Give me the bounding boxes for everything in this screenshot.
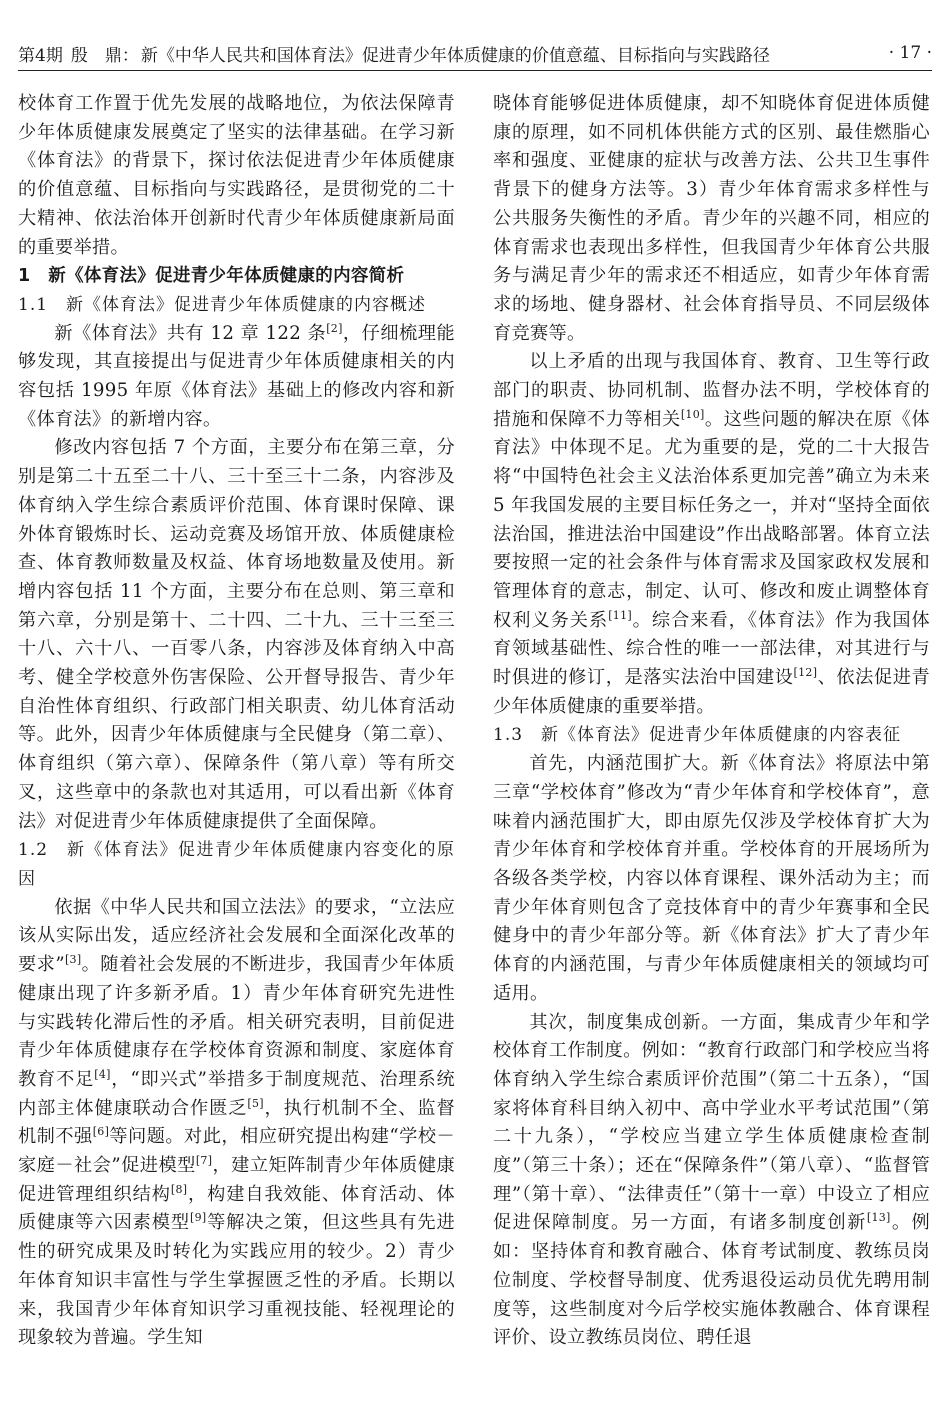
paragraph: 修改内容包括 7 个方面，主要分布在第三章，分别是第二十五至二十八、三十至三十二条，内容涉及体育纳入学生综合素质评价范围、体育课时保障、课外体育锻炼时长、运动竞赛及场馆开放、体质健康检查、体育教师数量及权益、体育场地数量及使用。新增内容包括 11 个方面，主要分布在总则、第三章和第六章，分别是第十、二十四、二十九、三十三至三十八、六十八、一百零八条，内容涉及体育纳入中高考、健全学校意外伤害保险、公开督导报告、青少年自治性体育组织、行政部门相关职责、幼儿体育活动等。此外，因青少年体质健康与全民健身（第二章）、体育组织（第六章）、保障条件（第八章）等有所交叉，这些章中的条款也对其适用，可以看出新《体育法》对促进青少年体质健康提供了全面保障。 [18, 437, 455, 832]
paragraph: 依据《中华人民共和国立法法》的要求，“立法应该从实际出发，适应经济社会发展和全面深化改革的要求”[3]。随着社会发展的不断进步，我国青少年体质健康出现了许多新矛盾。1）青少年体育研究先进性与实践转化滞后性的矛盾。相关研究表明，目前促进青少年体质健康存在学校体育资源和制度、家庭体育教育不足[4]，“即兴式”举措多于制度规范、治理系统内部主体健康联动合作匮乏[5]，执行机制不全、监督机制不强[6]等问题。对此，相应研究提出构建“学校－家庭－社会”促进模型[7]，建立矩阵制青少年体质健康促进管理组织结构[8]，构建自我效能、体育活动、体质健康等六因素模型[9]等解决之策，但这些具有先进性的研究成果及时转化为实践应用的较少。2）青少年体育知识丰富性与学生掌握匮乏性的矛盾。长期以来，我国青少年体育知识学习重视技能、轻视理论的现象较为普遍。学生知 [18, 896, 456, 1349]
citation: [2] [326, 321, 343, 335]
paragraph: 其次，制度集成创新。一方面，集成青少年和学校体育工作制度。例如：“教育行政部门和学校应当将体育纳入学生综合素质评价范围”（第二十五条），“国家将体育科目纳入初中、高中学业水平考试范围”（第二十九条），“学校应当建立学生体质健康检查制度”（第三十条）；还在“保障条件”（第八章）、“监督管理”（第十章）、“法律责任”（第十一章）中设立了相应促进保障制度。另一方面，有诸多制度创新[13]。例如：坚持体育和教育融合、体育考试制度、教练员岗位制度、学校督导制度、优秀退役运动员优先聘用制度等，这些制度对今后学校实施体教融合、体育课程评价、设立教练员岗位、聘任退 [493, 1011, 930, 1349]
section-heading-1: 1 新《体育法》促进青少年体质健康的内容简析 [18, 266, 405, 287]
citation: [11] [608, 608, 632, 622]
section-heading-1-2: 1.2 新《体育法》促进青少年体质健康内容变化的原因 [18, 840, 455, 889]
citation: [12] [793, 666, 818, 679]
citation: [3] [64, 953, 82, 967]
citation: [7] [195, 1153, 213, 1167]
article-title: 新《中华人民共和国体育法》促进青少年体质健康的价值意蕴、目标指向与实践路径 [140, 45, 770, 66]
citation: [9] [190, 1211, 207, 1225]
running-header [18, 36, 932, 71]
citation: [6] [92, 1125, 110, 1139]
paragraph: 晓体育能够促进体质健康，却不知晓体育促进体质健康的原理，如不同机体供能方式的区别、最佳燃脂心率和强度、亚健康的症状与改善方法、公共卫生事件背景下的健身方法等。3）青少年体育需求多样性与公共服务失衡性的矛盾。青少年的兴趣不同，相应的体育需求也表现出多样性，但我国青少年体育公共服务与满足青少年的需求还不相适应，如青少年体育需求的场地、健身器材、社会体育指导员、不同层级体育竞赛等。 [493, 93, 930, 344]
left-column [18, 90, 455, 1353]
section-heading-1-1: 1.1 新《体育法》促进青少年体质健康的内容概述 [18, 294, 427, 315]
citation: [13] [866, 1211, 891, 1225]
citation: [10] [680, 407, 705, 421]
section-heading-1-3: 1.3 新《体育法》促进青少年体质健康的内容表征 [493, 725, 902, 746]
page-number: · 17 · [888, 43, 932, 63]
issue-number: 第4期 [18, 45, 63, 66]
citation: [5] [247, 1096, 264, 1110]
paragraph: 以上矛盾的出现与我国体育、教育、卫生等行政部门的职责、协同机制、监督办法不明，学校体育的措施和保障不力等相关[10]。这些问题的解决在原《体育法》中体现不足。尤为重要的是，党的二十大报告将“中国特色社会主义法治体系更加完善”确立为未来 5 年我国发展的主要目标任务之一，并对“坚持全面依法治国，推进法治中国建设”作出战略部署。体育立法要按照一定的社会条件与体育需求及国家政权发展和管理体育的意志，制定、认可、修改和废止调整体育权利义务关系[11]。综合来看，《体育法》作为我国体育领域基础性、综合性的唯一一部法律，对其进行与时俱进的修订，是落实法治中国建设[12]、依法促进青少年体质健康的重要举措。 [493, 351, 930, 717]
author-name: 殷 鼎： [70, 45, 139, 66]
paragraph: 首先，内涵范围扩大。新《体育法》将原法中第三章“学校体育”修改为“青少年体育和学校体育”，意味着内涵范围扩大，即由原先仅涉及学校体育扩大为青少年体育和学校体育并重。学校体育的开展场所为各级各类学校，内容以体育课程、课外活动为主；而青少年体育则包含了竞技体育中的青少年赛事和全民健身中的青少年部分等。新《体育法》扩大了青少年体育的内涵范围，与青少年体质健康相关的领域均可适用。 [493, 753, 930, 1004]
paragraph: 校体育工作置于优先发展的战略地位，为依法保障青少年体质健康发展奠定了坚实的法律基础。在学习新《体育法》的背景下，探讨依法促进青少年体质健康的价值意蕴、目标指向与实践路径，是贯彻党的二十大精神、依法治体开创新时代青少年体质健康新局面的重要举措。 [18, 93, 455, 258]
citation: [8] [170, 1182, 188, 1196]
right-column [493, 90, 930, 1353]
paragraph: 新《体育法》共有 12 章 122 条[2]，仔细梳理能够发现，其直接提出与促进青少年体质健康相关的内容包括 1995 年原《体育法》基础上的修改内容和新《体育法》的新增内容。 [18, 321, 455, 430]
citation: [4] [94, 1067, 111, 1081]
